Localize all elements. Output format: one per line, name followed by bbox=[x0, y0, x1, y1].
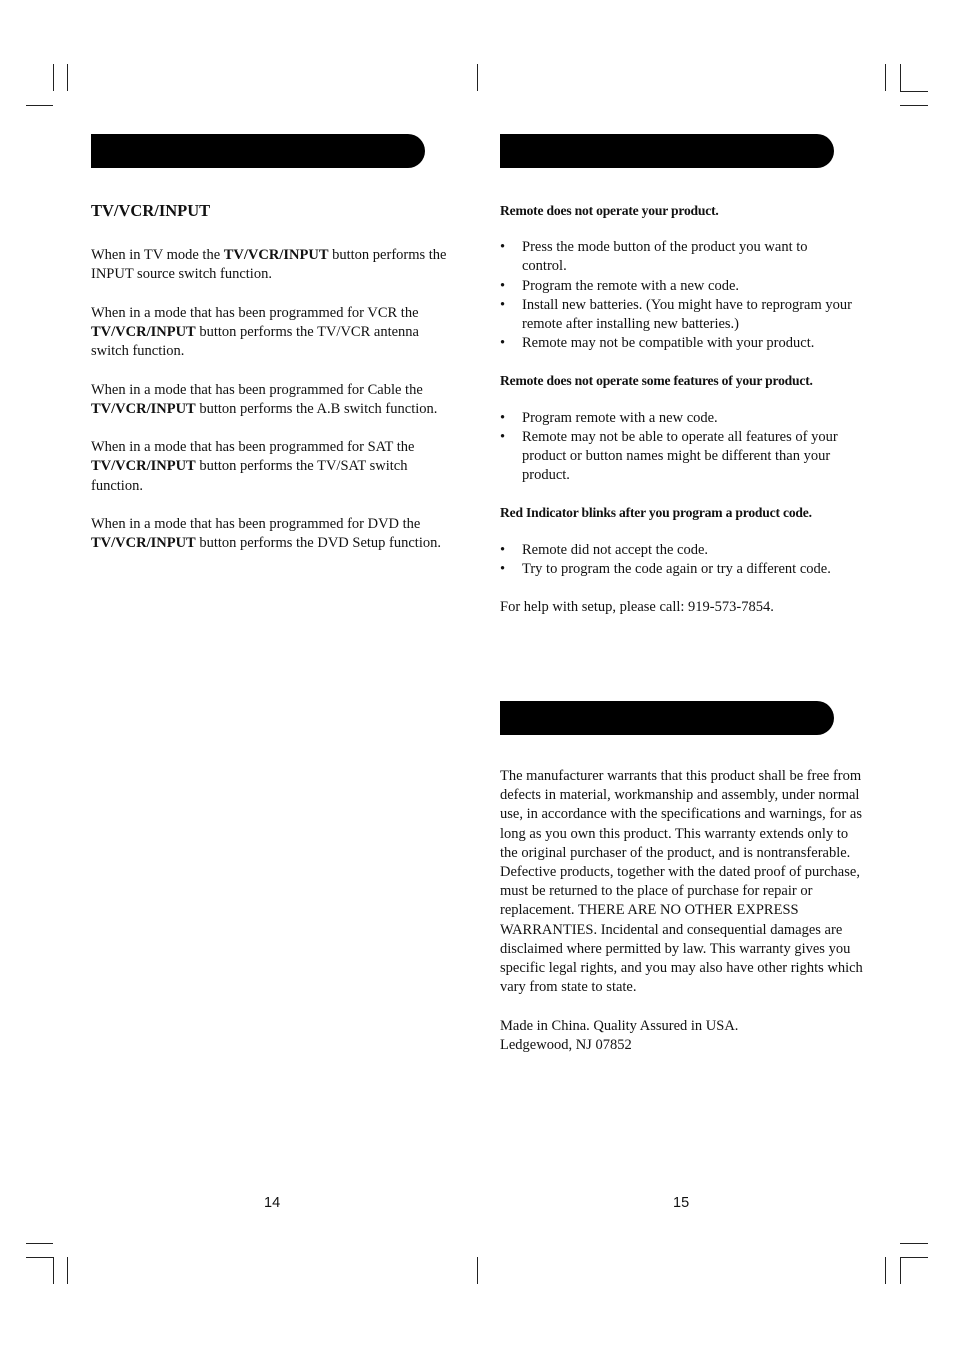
page-number-right: 15 bbox=[673, 1195, 690, 1211]
crop-mark bbox=[26, 1257, 53, 1258]
left-column bbox=[91, 201, 459, 553]
bullet-list bbox=[500, 541, 846, 579]
warranty-column bbox=[500, 767, 868, 1055]
list-item: • Program remote with a new code. bbox=[500, 409, 846, 428]
list-item: • Try to program the code again or try a different code. bbox=[500, 560, 846, 579]
crop-mark bbox=[900, 1257, 901, 1284]
crop-mark bbox=[885, 1257, 886, 1284]
problem-heading: Red Indicator blinks after you program a product code. bbox=[500, 505, 812, 521]
paragraph: When in a mode that has been programmed for DVD the TV/VCR/INPUT button performs the DVD Setup function. bbox=[91, 515, 441, 552]
paragraph: When in a mode that has been programmed for Cable the TV/VCR/INPUT button performs the A.B switch function. bbox=[91, 381, 438, 417]
made-in-line: Made in China. Quality Assured in USA. bbox=[500, 1017, 739, 1034]
crop-mark bbox=[900, 1243, 928, 1244]
crop-mark bbox=[900, 105, 928, 106]
warranty-text: The manufacturer warrants that this product shall be free from defects in material, workmanship and assembly, under normal use, in accordance with the specifications and warnings, for as long as you own this product. This warranty extends only to the original purchaser of the product, and is nontransferable. Defective products, together with the dated proof of purchase, must be returned to the place of purchase for repair or replacement. THERE ARE NO OTHER EXPRESS WARRANTIES. Incidental and consequential damages are disclaimed where permitted by law. This warranty gives you specific legal rights, and you may also have other rights which vary from state to state. bbox=[500, 768, 863, 996]
bullet-list bbox=[500, 409, 846, 486]
crop-mark bbox=[67, 1257, 68, 1284]
crop-mark bbox=[900, 91, 928, 92]
crop-mark bbox=[53, 1257, 54, 1284]
troubleshooting-header-bar bbox=[500, 134, 834, 168]
paragraph: When in TV mode the TV/VCR/INPUT button performs the INPUT source switch function. bbox=[91, 247, 447, 283]
troubleshooting-column bbox=[500, 201, 866, 617]
list-item: • Press the mode button of the product you want to control. bbox=[500, 238, 852, 276]
crop-mark bbox=[477, 1257, 478, 1284]
warranty-header-bar bbox=[500, 701, 834, 735]
page-number-left: 14 bbox=[264, 1195, 281, 1211]
crop-mark bbox=[26, 105, 53, 106]
crop-mark bbox=[900, 64, 901, 91]
paragraph: When in a mode that has been programmed for SAT the TV/VCR/INPUT button performs the TV/SAT switch function. bbox=[91, 439, 415, 494]
section-heading: TV/VCR/INPUT bbox=[91, 201, 211, 220]
list-item: • Program the remote with a new code. bbox=[500, 277, 852, 296]
problem-heading: Remote does not operate some features of your product. bbox=[500, 373, 813, 389]
problem-heading: Remote does not operate your product. bbox=[500, 203, 719, 218]
crop-mark bbox=[900, 1257, 928, 1258]
crop-mark bbox=[67, 64, 68, 91]
bullet-list bbox=[500, 238, 852, 353]
list-item: • Remote did not accept the code. bbox=[500, 541, 846, 560]
left-header-bar bbox=[91, 134, 425, 168]
address-line: Ledgewood, NJ 07852 bbox=[500, 1036, 632, 1053]
list-item: • Install new batteries. (You might have to reprogram your remote after installing new batteries.) bbox=[500, 296, 852, 334]
help-line: For help with setup, please call: 919-573-7854. bbox=[500, 599, 774, 616]
crop-mark bbox=[26, 1243, 53, 1244]
list-item: • Remote may not be able to operate all features of your product or button names might be different than your product. bbox=[500, 428, 846, 486]
crop-mark bbox=[477, 64, 478, 91]
crop-mark bbox=[53, 64, 54, 91]
paragraph: When in a mode that has been programmed for VCR the TV/VCR/INPUT button performs the TV/VCR antenna switch function. bbox=[91, 304, 419, 360]
crop-mark bbox=[885, 64, 886, 91]
list-item: • Remote may not be compatible with your product. bbox=[500, 334, 852, 353]
